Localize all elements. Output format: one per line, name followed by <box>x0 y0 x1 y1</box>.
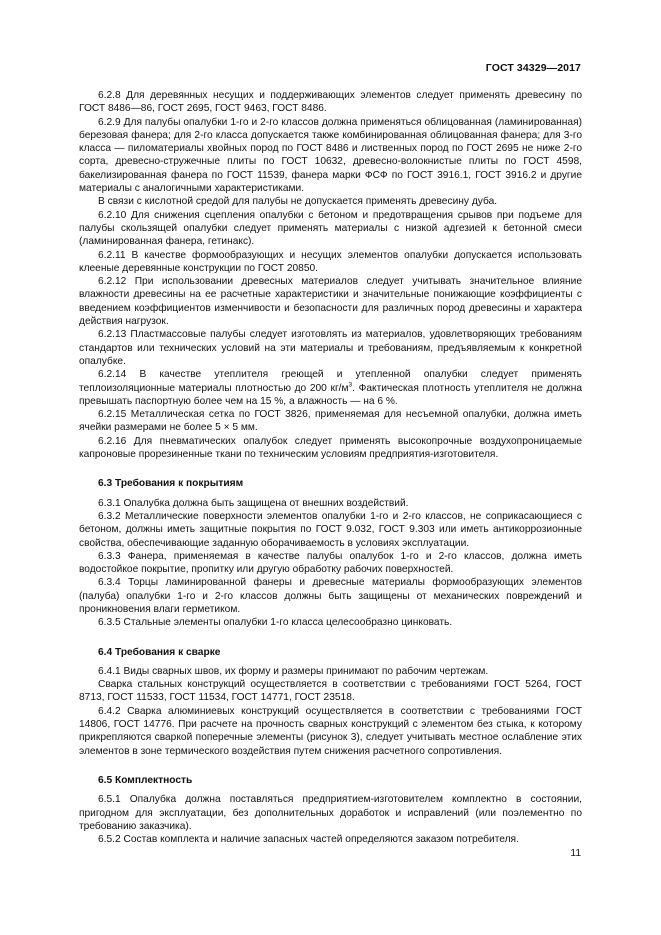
paragraph-6-2-14 <box>79 368 582 408</box>
paragraph-6-3-1: 6.3.1 Опалубка должна быть защищена от внешних воздействий. <box>98 497 409 509</box>
paragraph-6-2-11: 6.2.11 В качестве формообразующих и несущих элементов опалубки допускается использовать клееные деревянные конструкции по ГОСТ 20850. <box>79 249 582 274</box>
paragraph-6-5-2: 6.5.2 Состав комплекта и наличие запасных частей определяются заказом потребителя. <box>98 834 519 846</box>
document-body <box>79 89 582 846</box>
section-heading-6-3: 6.3 Требования к покрытиям <box>98 478 244 490</box>
paragraph-6-3-2: 6.3.2 Металлические поверхности элементов опалубки 1-го и 2-го классов, не соприкасающиеся с бетоном, должны иметь защитные покрытия по ГОСТ 9.032, ГОСТ 9.303 или иметь антикоррозионные свойства, обеспечивающие заданную оборачиваемость в условиях эксплуатации. <box>79 510 582 549</box>
paragraph-6-3-5: 6.3.5 Стальные элементы опалубки 1-го класса целесообразно цинковать. <box>98 617 453 629</box>
paragraph-steel-welding: Сварка стальных конструкций осуществляется в соответствии с требованиями ГОСТ 5264, ГОСТ 8713, ГОСТ 11533, ГОСТ 11534, ГОСТ 14771, ГОСТ 23518. <box>79 679 582 704</box>
page-number: 11 <box>570 848 581 859</box>
paragraph-6-5-1: 6.5.1 Опалубка должна поставляться предприятием-изготовителем комплектно в состоянии, пригодном для эксплуатации, без дополнительных доработок и исправлений (или поэлементно по требованию заказчика). <box>79 794 582 832</box>
paragraph-6-2-14-part1: 6.2.14 В качестве утеплителя греющей и утепленной опалубки следует применять теплоизоляционные материалы плотностью до 200 кг/м <box>79 369 582 394</box>
paragraph-6-2-12: 6.2.12 При использовании древесных материалов следует учитывать значительное влияние влажности древесины на ее расчетные характеристики и значительные понижающие коэффициенты с введением коэффициентов изменчивости и безопасности для различных пород древесины и характера действия нагрузок. <box>79 276 582 328</box>
paragraph-6-2-9: 6.2.9 Для палубы опалубки 1-го и 2-го классов должна применяться облицованная (ламинированная) березовая фанера; для 2-го класса допускается также комбинированная облицованная фанера; для 3-го класса — пиломатериалы хвойных пород по ГОСТ 8486 и лиственных пород по ГОСТ 2695 не ниже 2-го сорта, древесно-стружечные плиты по ГОСТ 10632, древесно-волокнистые плиты по ГОСТ 4598, бакелизированная фанера по ГОСТ 11539, фанера марки ФСФ по ГОСТ 3916.1, ГОСТ 3916.2 и другие материалы с аналогичными характеристиками. <box>79 116 582 195</box>
paragraph-oak-note: В связи с кислотной средой для палубы не допускается применять древесину дуба. <box>98 196 498 208</box>
section-heading-6-5: 6.5 Комплектность <box>98 774 193 786</box>
document-code-header: ГОСТ 34329—2017 <box>485 62 581 74</box>
paragraph-6-2-16: 6.2.16 Для пневматических опалубок следует применять высокопрочные воздухопроницаемые капроновые прорезиненные ткани по техническим условиям предприятия-изготовителя. <box>79 435 582 461</box>
paragraph-6-2-8: 6.2.8 Для деревянных несущих и поддерживающих элементов следует применять древесину по ГОСТ 8486—86, ГОСТ 2695, ГОСТ 9463, ГОСТ 8486. <box>79 90 582 115</box>
section-heading-6-4: 6.4 Требования к сварке <box>98 646 221 658</box>
paragraph-6-4-2: 6.4.2 Сварка алюминиевых конструкций осуществляется в соответствии с требованиями ГОСТ 14806, ГОСТ 14776. При расчете на прочность сварных конструкций с элементом без стыка, к которому прикрепляются сваркой поперечные элементы (рисунок 3), следует учитывать местное ослабление этих элементов в зоне термического воздействия путем снижения расчетного сопротивления. <box>79 705 582 757</box>
paragraph-6-2-10: 6.2.10 Для снижения сцепления опалубки с бетоном и предотвращения срывов при подъеме для палубы скользящей опалубки следует применять материалы с низкой адгезией к бетонной смеси (ламинированная фанера, гетинакс). <box>79 209 582 248</box>
paragraph-6-4-1: 6.4.1 Виды сварных швов, их форму и размеры принимают по рабочим чертежам. <box>98 665 489 677</box>
paragraph-6-2-13: 6.2.13 Пластмассовые палубы следует изготовлять из материалов, удовлетворяющих требованиям стандартов или технических условий на эти материалы и требованиям, предъявляемым к конкретной опалубке. <box>79 329 582 367</box>
paragraph-6-3-4: 6.3.4 Торцы ламинированной фанеры и древесные материалы формообразующих элементов (палуба) опалубки 1-го и 2-го классов должны быть защищены от механических повреждений и проникновения влаги герметиком. <box>79 577 582 615</box>
paragraph-6-2-15: 6.2.15 Металлическая сетка по ГОСТ 3826, применяемая для несъемной опалубки, должна иметь ячейки размерами не более 5 × 5 мм. <box>79 409 582 434</box>
paragraph-6-2-14-part2: . Фактическая плотность утеплителя не должна превышать паспортную более чем на 15 %, а влажность — на 6 %. <box>79 382 582 407</box>
cubic-superscript: 3 <box>348 381 353 389</box>
paragraph-6-3-3: 6.3.3 Фанера, применяемая в качестве палубы опалубок 1-го и 2-го классов, должна иметь водостойкое покрытие, пропитку или другую обработку рабочих поверхностей. <box>79 550 582 576</box>
